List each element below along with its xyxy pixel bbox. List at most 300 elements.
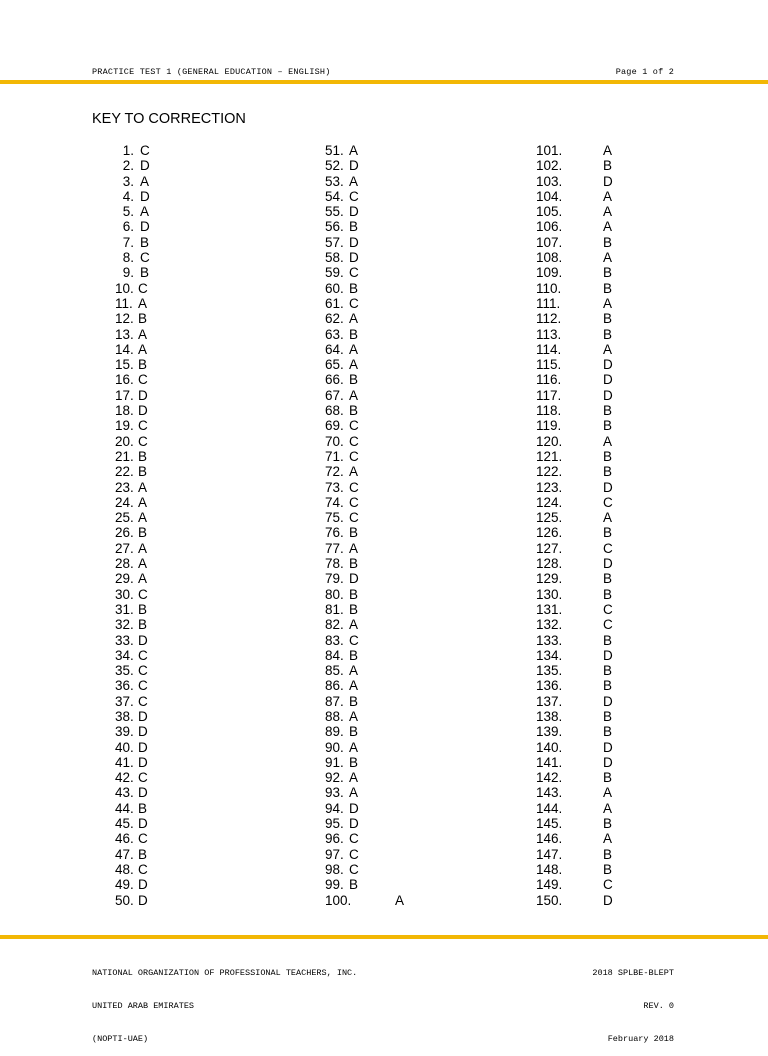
answer-letter: A — [349, 617, 359, 633]
question-number: 146. — [536, 831, 563, 847]
question-number: 22. — [115, 464, 134, 480]
answer-letter: B — [603, 464, 613, 480]
question-number: 136. — [536, 678, 563, 694]
question-number: 140. — [536, 739, 563, 755]
answer-letter: A — [603, 204, 613, 220]
question-number: 71. — [325, 448, 344, 464]
question-number: 85. — [325, 663, 344, 679]
question-number: 83. — [325, 632, 344, 648]
question-number: 99. — [325, 877, 344, 893]
question-number: 137. — [536, 693, 563, 709]
question-number: 69. — [325, 418, 344, 434]
question-number: 24. — [115, 494, 134, 510]
answer-letter: B — [603, 678, 613, 694]
answer-letter: B — [138, 617, 148, 633]
answer-letter: A — [349, 143, 359, 158]
question-number: 110. — [536, 280, 562, 296]
question-number: 98. — [325, 861, 344, 877]
answer-letter: A — [603, 785, 613, 801]
answer-letter: A — [138, 326, 148, 342]
footer-revision-info — [592, 946, 674, 1056]
question-number: 58. — [325, 250, 344, 266]
question-number: 18. — [115, 403, 134, 419]
question-number: 51. — [325, 143, 344, 158]
answer-letter: B — [140, 265, 150, 281]
answer-letter: B — [138, 448, 148, 464]
answer-letter: A — [349, 341, 359, 357]
question-number: 113. — [536, 326, 562, 342]
answer-letter: D — [603, 739, 613, 755]
question-number: 62. — [325, 311, 344, 327]
question-number: 138. — [536, 708, 563, 724]
question-number: 72. — [325, 464, 344, 480]
question-number: 90. — [325, 739, 344, 755]
question-number: 95. — [325, 816, 344, 832]
answer-letter: D — [603, 173, 613, 189]
question-number: 12. — [115, 311, 134, 327]
answer-letter: C — [603, 540, 613, 556]
question-number: 132. — [536, 617, 563, 633]
question-number: 129. — [536, 571, 563, 587]
question-number: 75. — [325, 510, 344, 526]
answer-letter: B — [603, 403, 613, 419]
question-number: 9. — [122, 265, 134, 281]
question-number: 41. — [115, 754, 134, 770]
question-number: 79. — [325, 571, 344, 587]
answer-letter: C — [140, 250, 150, 266]
answer-letter: C — [138, 372, 148, 388]
answer-letter: C — [138, 647, 148, 663]
answer-letter: A — [349, 678, 359, 694]
question-number: 38. — [115, 708, 134, 724]
answer-letter: D — [349, 571, 359, 587]
footer-revision: REV. 0 — [643, 1001, 674, 1011]
answer-letter: B — [138, 846, 148, 862]
question-number: 27. — [115, 540, 134, 556]
answer-letter: C — [349, 265, 359, 281]
answer-letter: A — [349, 785, 359, 801]
answer-letter: D — [603, 693, 613, 709]
question-number: 23. — [115, 479, 134, 495]
question-number: 142. — [536, 770, 563, 786]
question-number: 28. — [115, 556, 134, 572]
answer-letter: B — [603, 770, 613, 786]
answer-letter: B — [603, 586, 613, 602]
answer-letter: A — [395, 892, 405, 908]
answer-letter: C — [349, 433, 359, 449]
answer-letter: B — [603, 708, 613, 724]
answer-letter: A — [603, 433, 613, 449]
question-number: 82. — [325, 617, 344, 633]
answer-letter: C — [349, 494, 359, 510]
question-number: 65. — [325, 357, 344, 373]
header-document-title: PRACTICE TEST 1 (GENERAL EDUCATION – ENGLISH) — [92, 67, 331, 77]
question-number: 19. — [115, 418, 134, 434]
question-number: 105. — [536, 204, 563, 220]
question-number: 42. — [115, 770, 134, 786]
answer-letter: C — [603, 494, 613, 510]
answer-letter: D — [138, 708, 148, 724]
question-number: 150. — [536, 892, 563, 908]
question-number: 55. — [325, 204, 344, 220]
answer-letter: A — [138, 510, 148, 526]
answer-letter: A — [603, 250, 613, 266]
question-number: 4. — [122, 188, 134, 204]
page-title: KEY TO CORRECTION — [92, 111, 246, 127]
question-number: 106. — [536, 219, 563, 235]
answer-letter: B — [603, 571, 613, 587]
header-rule — [0, 80, 768, 84]
answer-letter: C — [138, 678, 148, 694]
footer-rule — [0, 935, 768, 939]
question-number: 141. — [536, 754, 563, 770]
question-number: 70. — [325, 433, 344, 449]
answer-letter: C — [138, 861, 148, 877]
answer-letter: B — [603, 234, 613, 250]
question-number: 107. — [536, 234, 563, 250]
question-number: 11. — [115, 295, 133, 311]
question-number: 44. — [115, 800, 134, 816]
question-number: 112. — [536, 311, 562, 327]
answer-letter: C — [349, 418, 359, 434]
answer-letter: D — [140, 219, 150, 235]
answer-letter: D — [349, 204, 359, 220]
question-number: 10. — [115, 280, 134, 296]
question-number: 101. — [536, 143, 563, 158]
answer-letter: B — [349, 525, 359, 541]
answer-letter: B — [603, 265, 613, 281]
answer-letter: D — [138, 724, 148, 740]
answer-letter: D — [140, 158, 150, 174]
header-page-number: Page 1 of 2 — [615, 67, 674, 77]
answer-letter: B — [349, 724, 359, 740]
answer-letter: B — [349, 693, 359, 709]
answer-letter: B — [603, 724, 613, 740]
question-number: 100. — [325, 892, 352, 908]
question-number: 54. — [325, 188, 344, 204]
answer-letter: D — [138, 785, 148, 801]
answer-letter: B — [349, 877, 359, 893]
answer-letter: D — [603, 754, 613, 770]
question-number: 59. — [325, 265, 344, 281]
answer-letter: A — [349, 739, 359, 755]
question-number: 32. — [115, 617, 134, 633]
answer-letter: B — [603, 816, 613, 832]
question-number: 135. — [536, 663, 563, 679]
question-number: 119. — [536, 418, 562, 434]
question-number: 48. — [115, 861, 134, 877]
answer-letter: A — [349, 540, 359, 556]
question-number: 139. — [536, 724, 563, 740]
question-number: 133. — [536, 632, 563, 648]
question-number: 96. — [325, 831, 344, 847]
question-number: 121. — [536, 448, 563, 464]
question-number: 61. — [325, 295, 344, 311]
answer-letter: A — [603, 800, 613, 816]
answer-letter: D — [138, 877, 148, 893]
question-number: 149. — [536, 877, 563, 893]
answer-letter: B — [349, 601, 359, 617]
question-number: 91. — [325, 754, 344, 770]
question-number: 66. — [325, 372, 344, 388]
footer-org-code: (NOPTI-UAE) — [92, 1034, 149, 1044]
question-number: 86. — [325, 678, 344, 694]
question-number: 125. — [536, 510, 563, 526]
question-number: 20. — [115, 433, 134, 449]
answer-letter: B — [603, 311, 613, 327]
answer-letter: C — [138, 586, 148, 602]
answer-letter: B — [603, 663, 613, 679]
answer-letter: C — [138, 770, 148, 786]
answer-letter: A — [349, 173, 359, 189]
question-number: 89. — [325, 724, 344, 740]
answer-letter: C — [349, 510, 359, 526]
answer-letter: C — [349, 295, 359, 311]
question-number: 43. — [115, 785, 134, 801]
answer-letter: D — [138, 632, 148, 648]
question-number: 52. — [325, 158, 344, 174]
question-number: 87. — [325, 693, 344, 709]
answer-letter: A — [138, 540, 148, 556]
answer-letter: B — [603, 280, 613, 296]
answer-letter: B — [138, 800, 148, 816]
question-number: 21. — [115, 448, 134, 464]
question-number: 45. — [115, 816, 134, 832]
question-number: 33. — [115, 632, 134, 648]
answer-letter: D — [349, 816, 359, 832]
answer-letter: D — [138, 387, 148, 403]
answer-letter: C — [603, 617, 613, 633]
answer-letter: B — [349, 326, 359, 342]
question-number: 35. — [115, 663, 134, 679]
answer-letter: D — [138, 739, 148, 755]
answer-letter: D — [603, 647, 613, 663]
question-number: 64. — [325, 341, 344, 357]
answer-letter: D — [603, 556, 613, 572]
question-number: 102. — [536, 158, 563, 174]
question-number: 25. — [115, 510, 134, 526]
question-number: 46. — [115, 831, 134, 847]
question-number: 1. — [122, 143, 134, 158]
answer-letter: B — [603, 326, 613, 342]
footer-date: February 2018 — [607, 1034, 674, 1044]
answer-letter: B — [603, 448, 613, 464]
question-number: 120. — [536, 433, 563, 449]
question-number: 92. — [325, 770, 344, 786]
answer-letter: C — [138, 280, 148, 296]
question-number: 84. — [325, 647, 344, 663]
question-number: 123. — [536, 479, 563, 495]
answer-letter: D — [603, 387, 613, 403]
answer-letter: A — [138, 556, 148, 572]
question-number: 57. — [325, 234, 344, 250]
answer-letter: B — [603, 846, 613, 862]
answer-letter: B — [349, 219, 359, 235]
answer-letter: A — [603, 295, 613, 311]
answer-letter: A — [138, 571, 148, 587]
answer-letter: A — [138, 494, 148, 510]
question-number: 16. — [115, 372, 134, 388]
question-number: 56. — [325, 219, 344, 235]
question-number: 128. — [536, 556, 563, 572]
question-number: 78. — [325, 556, 344, 572]
question-number: 49. — [115, 877, 134, 893]
question-number: 7. — [122, 234, 134, 250]
question-number: 134. — [536, 647, 563, 663]
question-number: 14. — [115, 341, 134, 357]
answer-letter: C — [349, 632, 359, 648]
answer-letter: D — [349, 250, 359, 266]
question-number: 36. — [115, 678, 134, 694]
answer-letter: A — [603, 341, 613, 357]
answer-letter: C — [349, 861, 359, 877]
question-number: 148. — [536, 861, 563, 877]
question-number: 39. — [115, 724, 134, 740]
question-number: 103. — [536, 173, 563, 189]
question-number: 117. — [536, 387, 562, 403]
question-number: 3. — [122, 173, 134, 189]
answer-letter: D — [603, 479, 613, 495]
answer-letter: C — [349, 831, 359, 847]
answer-letter: C — [138, 831, 148, 847]
answer-letter: C — [603, 877, 613, 893]
answer-letter: A — [138, 341, 148, 357]
question-number: 111. — [536, 295, 561, 311]
question-number: 147. — [536, 846, 563, 862]
answer-letter: B — [140, 234, 150, 250]
answer-letter: B — [349, 280, 359, 296]
question-number: 76. — [325, 525, 344, 541]
answer-letter: A — [349, 387, 359, 403]
question-number: 6. — [122, 219, 134, 235]
answer-letter: D — [603, 357, 613, 373]
answer-letter: D — [349, 234, 359, 250]
answer-letter: A — [138, 479, 148, 495]
question-number: 122. — [536, 464, 563, 480]
answer-letter: B — [349, 586, 359, 602]
question-number: 77. — [325, 540, 344, 556]
question-number: 116. — [536, 372, 562, 388]
question-number: 8. — [122, 250, 134, 266]
answer-letter: C — [349, 188, 359, 204]
answer-letter: A — [140, 204, 150, 220]
question-number: 15. — [115, 357, 134, 373]
question-number: 13. — [115, 326, 134, 342]
answer-letter: B — [349, 403, 359, 419]
answer-letter: C — [349, 846, 359, 862]
answer-letter: A — [603, 188, 613, 204]
answer-letter: C — [138, 433, 148, 449]
footer-organization — [92, 946, 357, 1056]
answer-letter: B — [349, 754, 359, 770]
question-number: 2. — [122, 158, 134, 174]
question-number: 109. — [536, 265, 563, 281]
answer-letter: B — [349, 647, 359, 663]
question-number: 50. — [115, 892, 134, 908]
question-number: 67. — [325, 387, 344, 403]
question-number: 143. — [536, 785, 563, 801]
answer-letter: D — [138, 403, 148, 419]
answer-letter: D — [349, 800, 359, 816]
answer-letter: B — [349, 556, 359, 572]
answer-letter: D — [138, 816, 148, 832]
answer-letter: D — [140, 188, 150, 204]
answer-letter: C — [138, 663, 148, 679]
answer-letter: B — [138, 464, 148, 480]
question-number: 40. — [115, 739, 134, 755]
question-number: 17. — [115, 387, 134, 403]
answer-letter: A — [349, 464, 359, 480]
answer-letter: A — [349, 357, 359, 373]
question-number: 63. — [325, 326, 344, 342]
question-number: 145. — [536, 816, 563, 832]
answer-letter: A — [603, 831, 613, 847]
answer-letter: C — [603, 601, 613, 617]
answer-letter: B — [138, 357, 148, 373]
answer-letter: B — [138, 311, 148, 327]
question-number: 5. — [122, 204, 134, 220]
question-number: 130. — [536, 586, 563, 602]
question-number: 131. — [536, 601, 563, 617]
answer-letter: B — [603, 861, 613, 877]
question-number: 108. — [536, 250, 563, 266]
question-number: 60. — [325, 280, 344, 296]
answer-letter: B — [603, 525, 613, 541]
answer-letter: D — [603, 372, 613, 388]
answer-letter: C — [349, 448, 359, 464]
answer-letter: D — [603, 892, 613, 908]
question-number: 73. — [325, 479, 344, 495]
question-number: 144. — [536, 800, 563, 816]
question-number: 126. — [536, 525, 563, 541]
answer-letter: A — [140, 173, 150, 189]
footer-org-name: NATIONAL ORGANIZATION OF PROFESSIONAL TEACHERS, INC. — [92, 968, 358, 978]
question-number: 94. — [325, 800, 344, 816]
answer-letter: A — [349, 663, 359, 679]
question-number: 97. — [325, 846, 344, 862]
answer-letter: C — [140, 143, 150, 158]
answer-letter: B — [138, 525, 148, 541]
question-number: 37. — [115, 693, 134, 709]
answer-letter: B — [603, 632, 613, 648]
footer-exam-code: 2018 SPLBE-BLEPT — [592, 968, 674, 978]
answer-letter: A — [349, 770, 359, 786]
question-number: 115. — [536, 357, 562, 373]
footer-country: UNITED ARAB EMIRATES — [92, 1001, 195, 1011]
question-number: 31. — [115, 601, 134, 617]
question-number: 104. — [536, 188, 563, 204]
answer-letter: B — [603, 158, 613, 174]
answer-letter: A — [349, 311, 359, 327]
answer-letter: D — [138, 892, 148, 908]
answer-letter: D — [349, 158, 359, 174]
question-number: 93. — [325, 785, 344, 801]
question-number: 81. — [325, 601, 344, 617]
answer-letter: B — [349, 372, 359, 388]
answer-letter: B — [603, 418, 613, 434]
question-number: 74. — [325, 494, 344, 510]
question-number: 114. — [536, 341, 562, 357]
question-number: 80. — [325, 586, 344, 602]
question-number: 88. — [325, 708, 344, 724]
answer-letter: C — [349, 479, 359, 495]
answer-letter: A — [349, 708, 359, 724]
answer-letter: C — [138, 418, 148, 434]
question-number: 124. — [536, 494, 563, 510]
question-number: 118. — [536, 403, 562, 419]
question-number: 34. — [115, 647, 134, 663]
answer-letter: A — [603, 143, 613, 158]
